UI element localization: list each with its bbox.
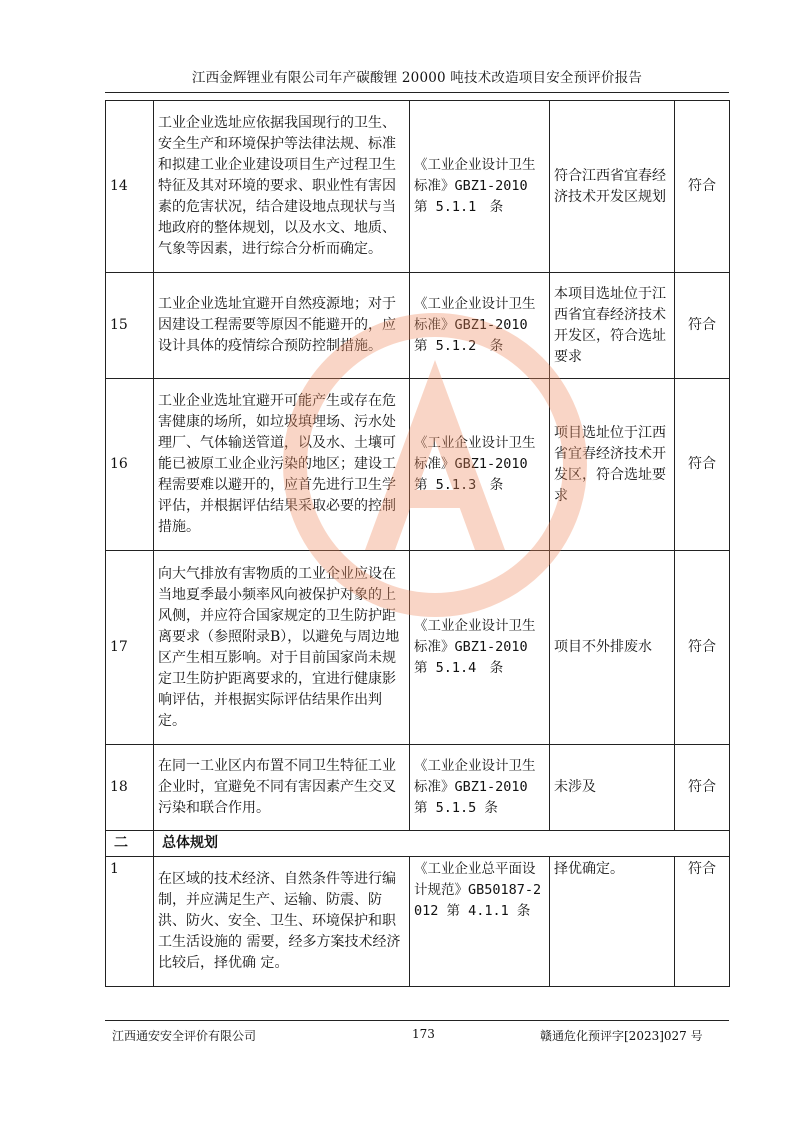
table-row xyxy=(106,745,730,831)
result-cell: 符合 xyxy=(675,101,730,273)
row-number: 1 xyxy=(106,857,154,987)
table-row xyxy=(106,857,730,987)
basis-cell: 《工业企业设计卫生标准》GBZ1-2010 第 5.1.2 条 xyxy=(410,273,550,379)
basis-cell: 《工业企业总平面设计规范》GB50187-2012 第 4.1.1 条 xyxy=(410,857,550,987)
table-row xyxy=(106,551,730,745)
evaluation-table xyxy=(105,100,730,987)
row-number: 18 xyxy=(106,745,154,831)
section-number: 二 xyxy=(106,831,154,857)
fact-cell: 择优确定。 xyxy=(550,857,675,987)
requirement-cell: 工业企业选址宜避开可能产生或存在危害健康的场所，如垃圾填埋场、污水处理厂、气体输送管道，以及水、土壤可能已被原工业企业污染的地区；建设工程需要难以避开的，应首先进行卫生学评估，并根据评估结果采取必要的控制措施。 xyxy=(154,379,410,551)
fact-cell: 未涉及 xyxy=(550,745,675,831)
row-number: 14 xyxy=(106,101,154,273)
table-row xyxy=(106,273,730,379)
header-rule xyxy=(105,92,729,93)
result-cell: 符合 xyxy=(675,551,730,745)
document-number: 赣通危化预评字[2023]027 号 xyxy=(540,1029,703,1043)
result-cell: 符合 xyxy=(675,379,730,551)
basis-cell: 《工业企业设计卫生标准》GBZ1-2010 第 5.1.1 条 xyxy=(410,101,550,273)
row-number: 15 xyxy=(106,273,154,379)
result-cell: 符合 xyxy=(675,857,730,987)
fact-cell: 符合江西省宜春经济技术开发区规划 xyxy=(550,101,675,273)
table-row xyxy=(106,101,730,273)
table-row xyxy=(106,379,730,551)
fact-cell: 项目不外排废水 xyxy=(550,551,675,745)
basis-cell: 《工业企业设计卫生标准》GBZ1-2010 第 5.1.5 条 xyxy=(410,745,550,831)
page-number: 173 xyxy=(412,1027,435,1041)
requirement-cell: 向大气排放有害物质的工业企业应设在当地夏季最小频率风向被保护对象的上风侧，并应符合国家规定的卫生防护距离要求（参照附录B），以避免与周边地区产生相互影响。对于目前国家尚未规定卫生防护距离要求的，宜进行健康影响评估，并根据实际评估结果作出判定。 xyxy=(154,551,410,745)
footer-rule xyxy=(105,1020,729,1021)
fact-cell: 本项目选址位于江西省宜春经济技术开发区，符合选址要求 xyxy=(550,273,675,379)
footer-company: 江西通安安全评价有限公司 xyxy=(112,1029,257,1043)
section-header-row xyxy=(106,831,730,857)
row-number: 16 xyxy=(106,379,154,551)
page-header-title: 江西金辉锂业有限公司年产碳酸锂 20000 吨技术改造项目安全预评价报告 xyxy=(191,70,643,86)
requirement-cell: 工业企业选址应依据我国现行的卫生、安全生产和环境保护等法律法规、标准和拟建工业企业建设项目生产过程卫生特征及其对环境的要求、职业性有害因素的危害状况，结合建设地点现状与当地政府的整体规划，以及水文、地质、气象等因素，进行综合分析而确定。 xyxy=(154,101,410,273)
fact-cell: 项目选址位于江西省宜春经济技术开发区，符合选址要求 xyxy=(550,379,675,551)
basis-cell: 《工业企业设计卫生标准》GBZ1-2010 第 5.1.3 条 xyxy=(410,379,550,551)
section-title: 总体规划 xyxy=(154,831,730,857)
row-number: 17 xyxy=(106,551,154,745)
requirement-cell: 在同一工业区内布置不同卫生特征工业企业时，宜避免不同有害因素产生交叉污染和联合作用。 xyxy=(154,745,410,831)
requirement-cell: 在区域的技术经济、自然条件等进行编制，并应满足生产、运输、防震、防洪、防火、安全、卫生、环境保护和职工生活设施的 需要，经多方案技术经济比较后，择优确 定。 xyxy=(154,857,410,987)
basis-cell: 《工业企业设计卫生标准》GBZ1-2010 第 5.1.4 条 xyxy=(410,551,550,745)
result-cell: 符合 xyxy=(675,745,730,831)
result-cell: 符合 xyxy=(675,273,730,379)
requirement-cell: 工业企业选址宜避开自然疫源地；对于因建设工程需要等原因不能避开的，应设计具体的疫情综合预防控制措施。 xyxy=(154,273,410,379)
